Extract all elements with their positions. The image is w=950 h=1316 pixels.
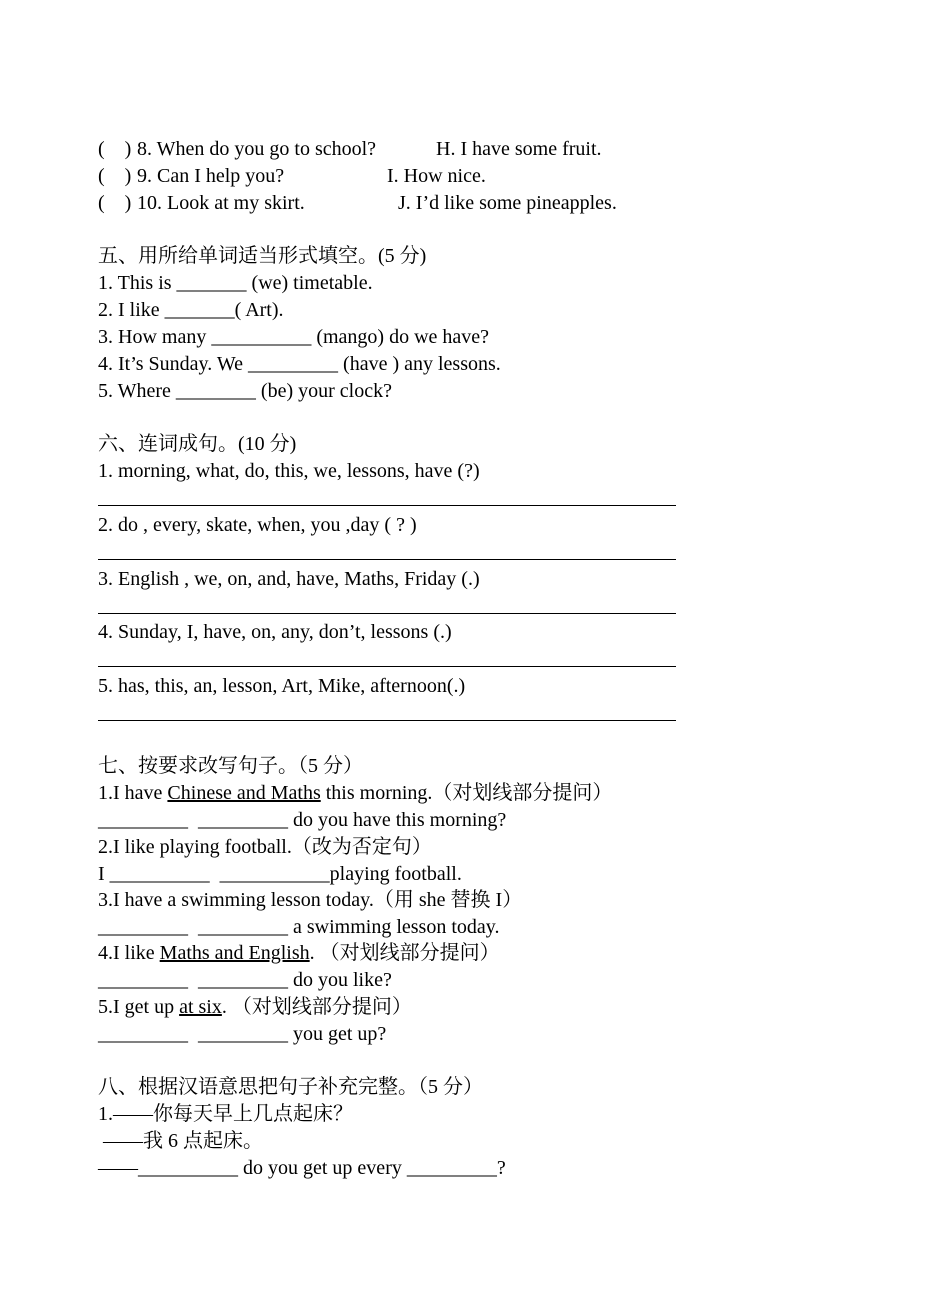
question-text: 1.I have (98, 782, 168, 804)
rewrite-answer: _________ _________ a swimming lesson today. (98, 916, 500, 938)
fill-blank-item: 1. This is _______ (we) timetable. (98, 272, 373, 294)
word-order-item: 5. has, this, an, lesson, Art, Mike, afternoon(.) (98, 675, 466, 697)
answer-bracket: ( ) (98, 165, 132, 187)
fill-blank-item: 3. How many __________ (mango) do we have? (98, 326, 490, 348)
answer-bracket: ( ) (98, 138, 132, 160)
answer-bracket: ( ) (98, 192, 132, 214)
word-order-item: 2. do , every, skate, when, you ,day ( ? ) (98, 514, 417, 536)
rewrite-question (98, 941, 500, 965)
translation-line: ——我 6 点起床。 (98, 1130, 263, 1152)
rewrite-question: 2.I like playing football.（改为否定句） (98, 836, 432, 858)
matching-answer: I. How nice. (387, 165, 486, 187)
word-order-item: 3. English , we, on, and, have, Maths, Friday (.) (98, 568, 480, 590)
question-text: . （对划线部分提问） (221, 996, 412, 1018)
rewrite-question: 3.I have a swimming lesson today.（用 she 替换 I） (98, 889, 523, 911)
underlined-phrase: Maths and English (159, 942, 310, 964)
section-5-title: 五、用所给单词适当形式填空。(5 分) (98, 245, 427, 267)
rewrite-question (98, 995, 412, 1019)
matching-question: 10. Look at my skirt. (137, 192, 305, 214)
question-text: this morning.（对划线部分提问） (320, 782, 613, 804)
rewrite-answer: _________ _________ you get up? (98, 1023, 387, 1045)
rewrite-answer: _________ _________ do you like? (98, 969, 392, 991)
answer-line (98, 505, 676, 506)
question-text: . （对划线部分提问） (309, 942, 500, 964)
answer-line (98, 720, 676, 721)
section-7-title: 七、按要求改写句子。（5 分） (98, 755, 363, 777)
section-8-title: 八、根据汉语意思把句子补充完整。（5 分） (98, 1076, 483, 1098)
answer-line (98, 613, 676, 614)
fill-blank-item: 5. Where ________ (be) your clock? (98, 380, 392, 402)
fill-blank-item: 2. I like _______( Art). (98, 299, 284, 321)
matching-answer: H. I have some fruit. (436, 138, 602, 160)
underlined-phrase: Chinese and Maths (167, 782, 321, 804)
matching-question: 9. Can I help you? (137, 165, 285, 187)
word-order-item: 1. morning, what, do, this, we, lessons, have (?) (98, 460, 480, 482)
fill-blank-item: 4. It’s Sunday. We _________ (have ) any lessons. (98, 353, 501, 375)
word-order-item: 4. Sunday, I, have, on, any, don’t, lessons (.) (98, 621, 452, 643)
matching-question: 8. When do you go to school? (137, 138, 377, 160)
matching-answer: J. I’d like some pineapples. (398, 192, 617, 214)
rewrite-answer: I __________ ___________playing football. (98, 863, 462, 885)
answer-line (98, 559, 676, 560)
answer-line (98, 666, 676, 667)
question-text: 5.I get up (98, 996, 180, 1018)
question-text: 4.I like (98, 942, 160, 964)
rewrite-answer: _________ _________ do you have this morning? (98, 809, 507, 831)
rewrite-question (98, 781, 612, 805)
translation-line: ——__________ do you get up every _________? (98, 1157, 506, 1179)
underlined-phrase: at six (179, 996, 222, 1018)
translation-line: 1.——你每天早上几点起床？ (98, 1103, 353, 1125)
section-6-title: 六、连词成句。(10 分) (98, 433, 297, 455)
